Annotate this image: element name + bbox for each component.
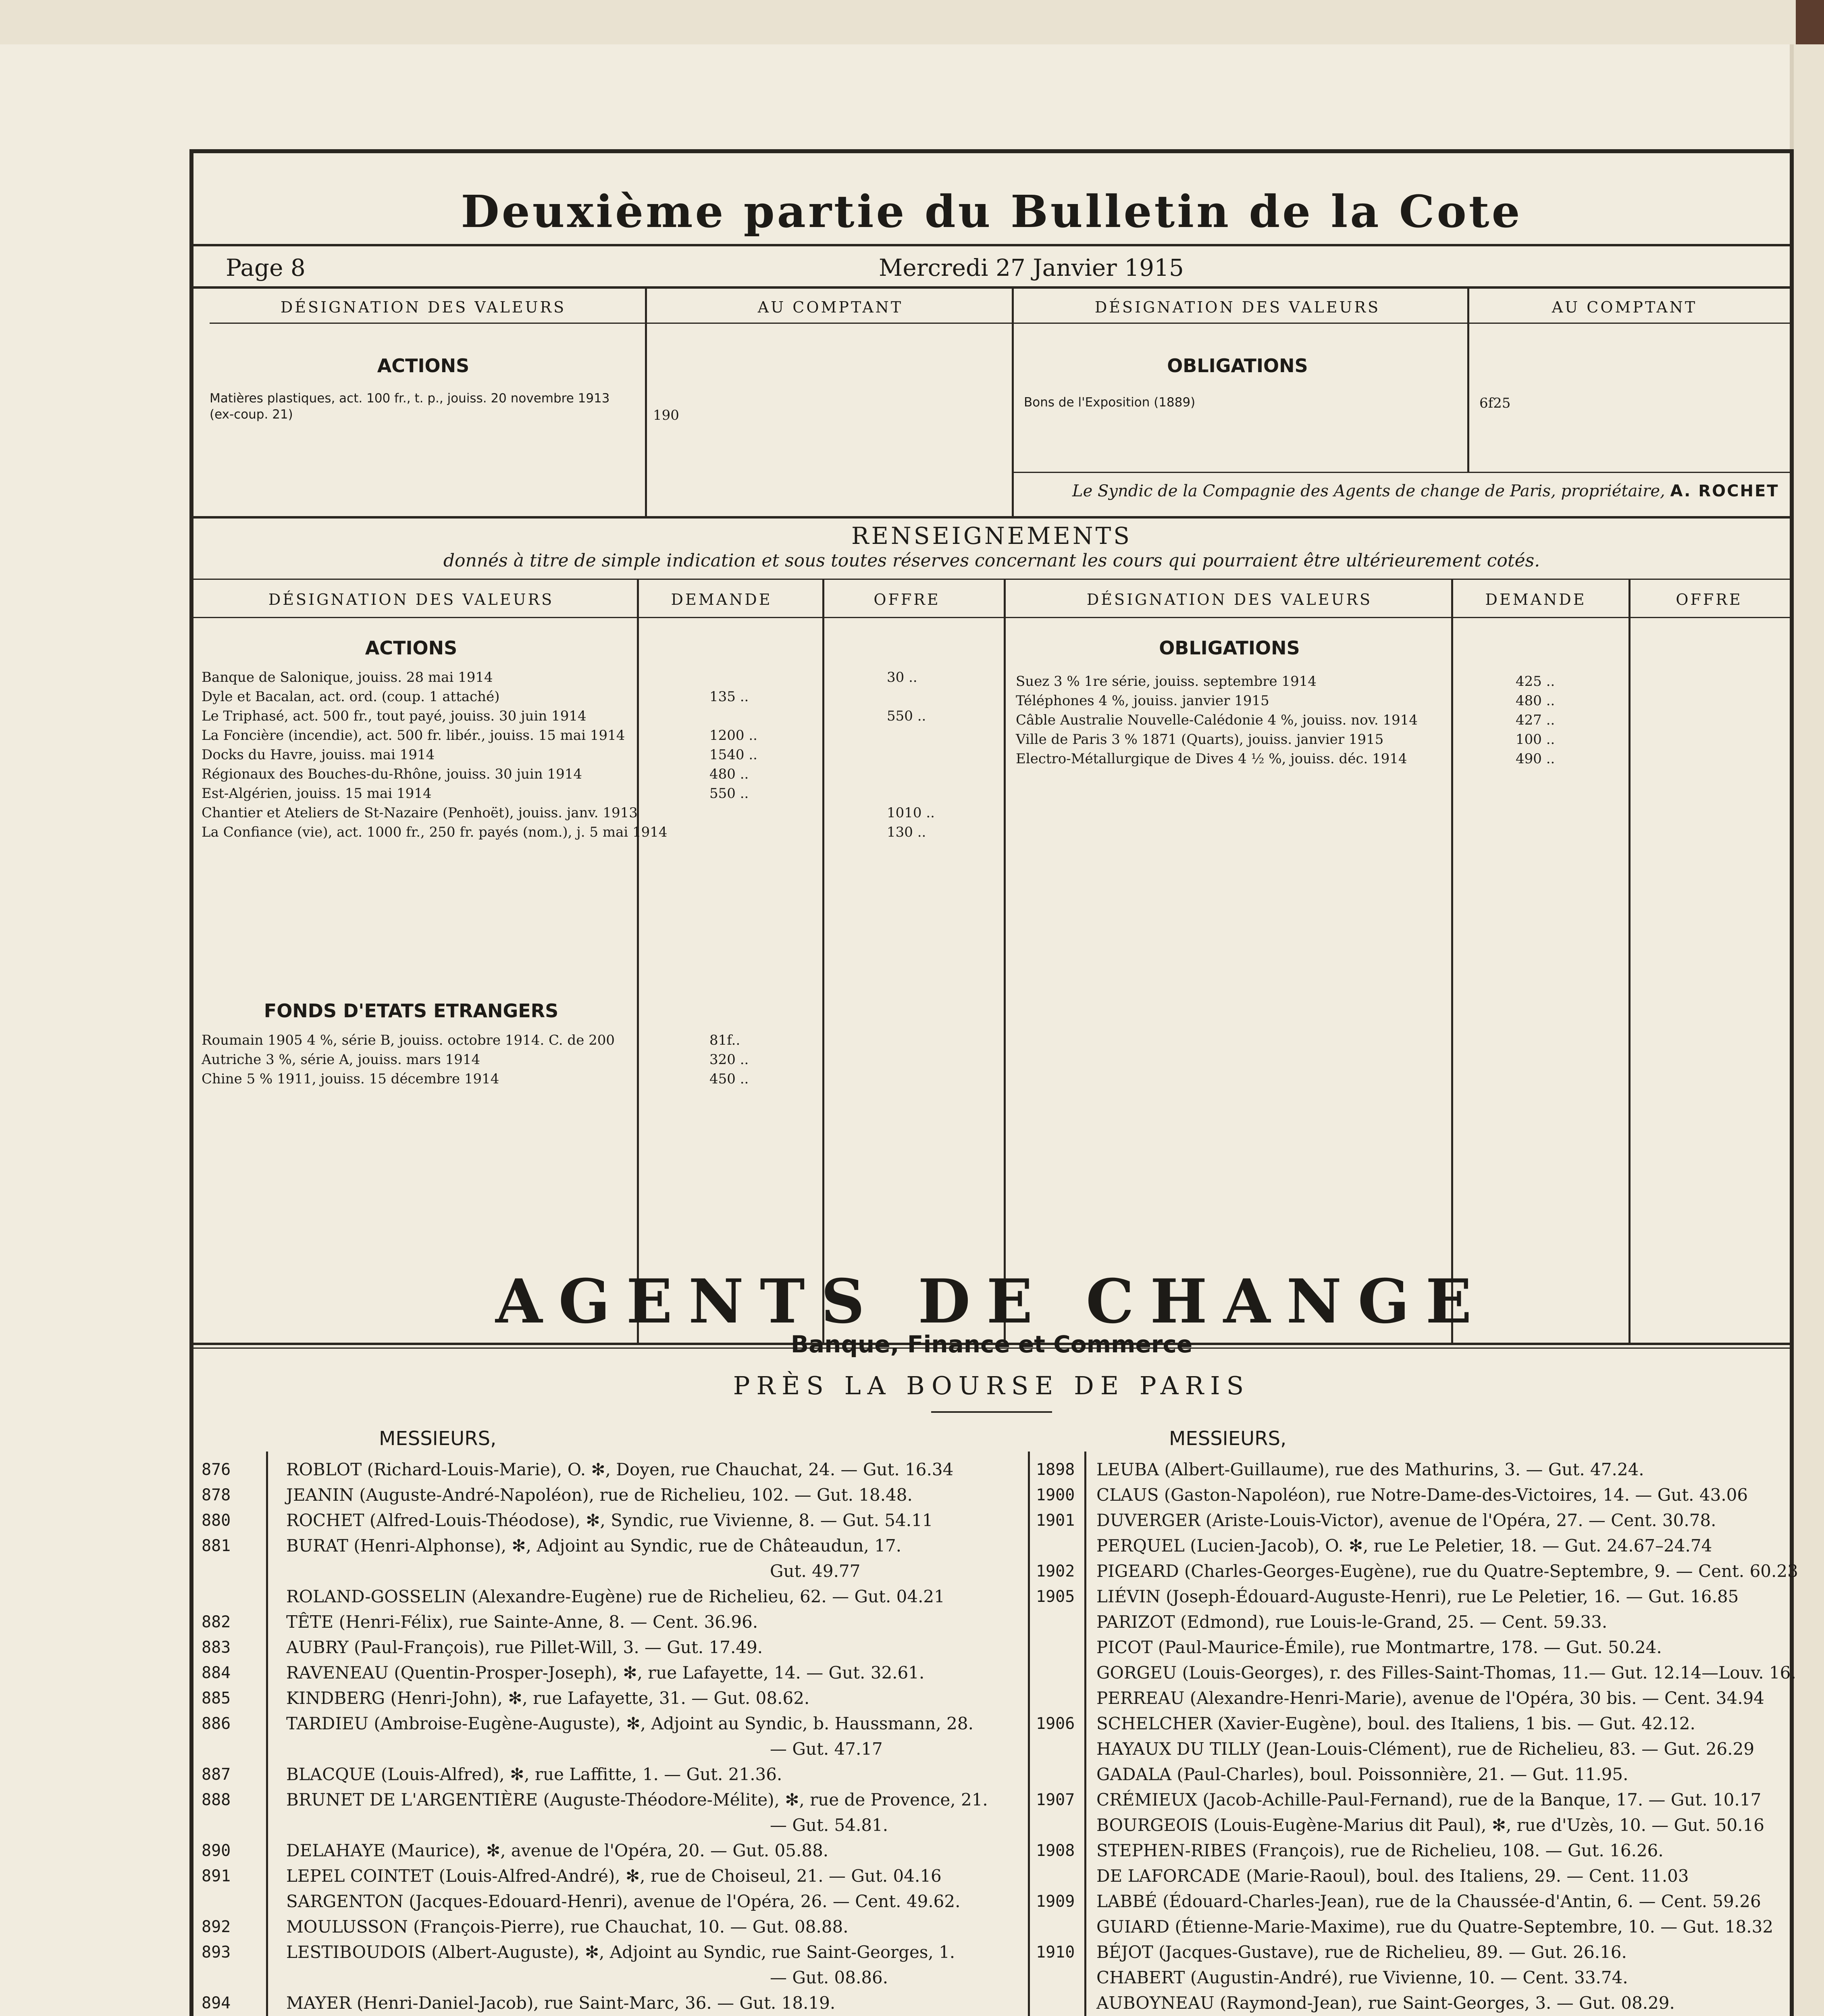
- value-name: Ville de Paris 3 % 1871 (Quarts), jouiss. janvier 1915: [1016, 731, 1384, 748]
- agents-title: AGENTS DE CHANGE: [495, 1266, 1488, 1337]
- syndic-signature: [1072, 482, 1779, 500]
- section-obligations: OBLIGATIONS: [1167, 355, 1308, 377]
- section-fonds-etrangers: FONDS D'ETATS ETRANGERS: [264, 1000, 559, 1022]
- agent-number: 890: [202, 1841, 231, 1860]
- agent-entry: LEUBA (Albert-Guillaume), rue des Mathurins, 3. — Gut. 47.24.: [1096, 1460, 1644, 1479]
- value-name: La Confiance (vie), act. 1000 fr., 250 fr. payés (nom.), j. 5 mai 1914: [202, 824, 668, 840]
- syndic-name: A. ROCHET: [1670, 482, 1779, 500]
- value-name: Chine 5 % 1911, jouiss. 15 décembre 1914: [202, 1071, 499, 1087]
- offre-value: 1010 ..: [887, 805, 935, 821]
- divider: [1012, 472, 1790, 473]
- value-name: Matières plastiques, act. 100 fr., t. p., jouiss. 20 novembre 1913: [210, 391, 610, 406]
- col-header-designation-right: DÉSIGNATION DES VALEURS: [1094, 298, 1381, 316]
- agent-entry: PERQUEL (Lucien-Jacob), O. ✻, rue Le Peletier, 18. — Gut. 24.67–24.74: [1096, 1536, 1712, 1556]
- agent-number: 880: [202, 1511, 231, 1530]
- agent-entry: PARIZOT (Edmond), rue Louis-le-Grand, 25. — Cent. 59.33.: [1096, 1612, 1608, 1632]
- value-name: Docks du Havre, jouiss. mai 1914: [202, 747, 435, 763]
- agent-entry: ROCHET (Alfred-Louis-Théodose), ✻, Syndic, rue Vivienne, 8. — Gut. 54.11: [286, 1510, 933, 1530]
- divider: [193, 579, 1790, 580]
- divider: [193, 244, 1790, 246]
- agent-number: 1901: [1036, 1511, 1075, 1530]
- agent-number: 881: [202, 1537, 231, 1555]
- demande-value: 320 ..: [709, 1052, 749, 1068]
- divider: [210, 323, 1790, 324]
- renseignements-subtitle: donnés à titre de simple indication et sous toutes réserves concernant les cours qui pourraient être ultérieurement cotés.: [443, 550, 1540, 571]
- divider: [193, 617, 1790, 618]
- agent-entry: GUIARD (Étienne-Marie-Maxime), rue du Quatre-Septembre, 10. — Gut. 18.32: [1096, 1917, 1774, 1937]
- agent-entry: SCHELCHER (Xavier-Eugène), boul. des Italiens, 1 bis. — Gut. 42.12.: [1096, 1714, 1695, 1733]
- agent-entry: GADALA (Paul-Charles), boul. Poissonnière, 21. — Gut. 11.95.: [1096, 1764, 1628, 1784]
- offre-value: 550 ..: [887, 708, 926, 724]
- section-actions: ACTIONS: [365, 637, 458, 659]
- col-header-demande-right: DEMANDE: [1485, 591, 1587, 608]
- agent-entry: HAYAUX DU TILLY (Jean-Louis-Clément), rue de Richelieu, 83. — Gut. 26.29: [1096, 1739, 1755, 1759]
- col-rule: [1467, 286, 1469, 472]
- book-binding-edge: [1796, 0, 1824, 44]
- bulletin-frame: [189, 149, 1798, 2016]
- col-header-comptant-right: AU COMPTANT: [1552, 298, 1697, 316]
- value-name: Le Triphasé, act. 500 fr., tout payé, jouiss. 30 juin 1914: [202, 708, 587, 724]
- agent-entry: CHABERT (Augustin-André), rue Vivienne, 10. — Cent. 33.74.: [1096, 1968, 1628, 1987]
- demande-value: 427 ..: [1516, 712, 1555, 728]
- value-name: Banque de Salonique, jouiss. 28 mai 1914: [202, 669, 493, 685]
- agent-entry: DE LAFORCADE (Marie-Raoul), boul. des Italiens, 29. — Cent. 11.03: [1096, 1866, 1689, 1886]
- agent-entry: TARDIEU (Ambroise-Eugène-Auguste), ✻, Adjoint au Syndic, b. Haussmann, 28.: [286, 1714, 973, 1733]
- agent-entry: KINDBERG (Henri-John), ✻, rue Lafayette, 31. — Gut. 08.62.: [286, 1688, 810, 1708]
- agent-number: 892: [202, 1918, 231, 1936]
- value-name: Câble Australie Nouvelle-Calédonie 4 %, jouiss. nov. 1914: [1016, 712, 1418, 728]
- value-price: 190: [653, 407, 679, 423]
- agent-number: 876: [202, 1460, 231, 1479]
- page-number: Page 8: [226, 254, 306, 281]
- agent-entry: LEPEL COINTET (Louis-Alfred-André), ✻, rue de Choiseul, 21. — Gut. 04.16: [286, 1866, 942, 1886]
- page-title: Deuxième partie du Bulletin de la Cote: [461, 185, 1522, 237]
- agent-entry: — Gut. 47.17: [770, 1739, 883, 1759]
- demande-value: 480 ..: [1516, 693, 1555, 709]
- agent-entry: LESTIBOUDOIS (Albert-Auguste), ✻, Adjoint au Syndic, rue Saint-Georges, 1.: [286, 1942, 955, 1962]
- demande-value: 1540 ..: [709, 747, 757, 763]
- agent-number: 1907: [1036, 1791, 1075, 1809]
- agent-entry: PIGEARD (Charles-Georges-Eugène), rue du Quatre-Septembre, 9. — Cent. 60.23: [1096, 1561, 1798, 1581]
- demande-value: 450 ..: [709, 1071, 749, 1087]
- agent-entry: — Gut. 54.81.: [770, 1815, 888, 1835]
- col-header-offre: OFFRE: [874, 591, 940, 608]
- agent-entry: BRUNET DE L'ARGENTIÈRE (Auguste-Théodore-Mélite), ✻, rue de Provence, 21.: [286, 1790, 988, 1810]
- agent-entry: TÊTE (Henri-Félix), rue Sainte-Anne, 8. — Cent. 36.96.: [286, 1612, 758, 1632]
- document-page: [0, 44, 1798, 2016]
- col-rule: [1004, 579, 1006, 1345]
- col-rule: [822, 579, 824, 1345]
- value-name: Chantier et Ateliers de St-Nazaire (Penhoët), jouiss. janv. 1913: [202, 805, 638, 821]
- value-name: La Foncière (incendie), act. 500 fr. libér., jouiss. 15 mai 1914: [202, 727, 625, 744]
- col-header-demande: DEMANDE: [671, 591, 772, 608]
- value-name: Bons de l'Exposition (1889): [1024, 395, 1196, 410]
- agent-entry: AUBOYNEAU (Raymond-Jean), rue Saint-Georges, 3. — Gut. 08.29.: [1096, 1993, 1675, 2013]
- agent-number: 1910: [1036, 1943, 1075, 1962]
- ornament-rule: [931, 1411, 1052, 1413]
- demande-value: 490 ..: [1516, 751, 1555, 767]
- page-date: Mercredi 27 Janvier 1915: [879, 254, 1184, 281]
- offre-value: 30 ..: [887, 669, 917, 685]
- col-rule: [1451, 579, 1453, 1345]
- offre-value: 130 ..: [887, 824, 926, 840]
- value-name: Régionaux des Bouches-du-Rhône, jouiss. 30 juin 1914: [202, 766, 582, 782]
- demande-value: 81f..: [709, 1032, 740, 1048]
- agent-number: 884: [202, 1664, 231, 1682]
- agent-entry: CRÉMIEUX (Jacob-Achille-Paul-Fernand), rue de la Banque, 17. — Gut. 10.17: [1096, 1790, 1762, 1810]
- divider: [193, 286, 1790, 289]
- value-name: Est-Algérien, jouiss. 15 mai 1914: [202, 785, 432, 802]
- col-rule: [1012, 286, 1014, 516]
- col-header-designation-right: DÉSIGNATION DES VALEURS: [1086, 591, 1373, 608]
- agent-number: 1906: [1036, 1714, 1075, 1733]
- renseignements-title: RENSEIGNEMENTS: [851, 522, 1132, 550]
- section-obligations: OBLIGATIONS: [1159, 637, 1300, 659]
- agent-number: 887: [202, 1765, 231, 1784]
- agent-entry: ROLAND-GOSSELIN (Alexandre-Eugène) rue de Richelieu, 62. — Gut. 04.21: [286, 1587, 945, 1606]
- agents-subtitle-2: PRÈS LA BOURSE DE PARIS: [733, 1371, 1250, 1400]
- agent-entry: CLAUS (Gaston-Napoléon), rue Notre-Dame-des-Victoires, 14. — Gut. 43.06: [1096, 1485, 1748, 1505]
- demande-value: 100 ..: [1516, 731, 1555, 748]
- agent-entry: AUBRY (Paul-François), rue Pillet-Will, 3. — Gut. 17.49.: [286, 1637, 763, 1657]
- agent-entry: RAVENEAU (Quentin-Prosper-Joseph), ✻, rue Lafayette, 14. — Gut. 32.61.: [286, 1663, 925, 1683]
- agents-subtitle: Banque, Finance et Commerce: [790, 1331, 1193, 1358]
- agent-number: 1909: [1036, 1892, 1075, 1911]
- demande-value: 1200 ..: [709, 727, 757, 744]
- value-name: Téléphones 4 %, jouiss. janvier 1915: [1016, 693, 1269, 709]
- agent-number: 894: [202, 1994, 231, 2012]
- agent-entry: BOURGEOIS (Louis-Eugène-Marius dit Paul), ✻, rue d'Uzès, 10. — Gut. 50.16: [1096, 1815, 1765, 1835]
- agent-entry: DUVERGER (Ariste-Louis-Victor), avenue de l'Opéra, 27. — Cent. 30.78.: [1096, 1510, 1716, 1530]
- agent-entry: LABBÉ (Édouard-Charles-Jean), rue de la Chaussée-d'Antin, 6. — Cent. 59.26: [1096, 1891, 1761, 1911]
- agent-entry: PERREAU (Alexandre-Henri-Marie), avenue de l'Opéra, 30 bis. — Cent. 34.94: [1096, 1688, 1764, 1708]
- agent-number: 891: [202, 1867, 231, 1885]
- agent-number: 1905: [1036, 1587, 1075, 1606]
- col-rule: [637, 579, 639, 1345]
- agent-entry: SARGENTON (Jacques-Edouard-Henri), avenue de l'Opéra, 26. — Cent. 49.62.: [286, 1891, 961, 1911]
- col-header-comptant: AU COMPTANT: [757, 298, 903, 316]
- agent-entry: — Gut. 08.86.: [770, 1968, 888, 1987]
- agent-number: 883: [202, 1638, 231, 1657]
- col-rule: [1084, 1452, 1086, 2016]
- agent-entry: Gut. 49.77: [770, 1561, 861, 1581]
- demande-value: 425 ..: [1516, 673, 1555, 689]
- demande-value: 135 ..: [709, 689, 749, 705]
- agent-entry: STEPHEN-RIBES (François), rue de Richelieu, 108. — Gut. 16.26.: [1096, 1841, 1664, 1860]
- value-name: Electro-Métallurgique de Dives 4 ½ %, jouiss. déc. 1914: [1016, 751, 1407, 767]
- agent-entry: BURAT (Henri-Alphonse), ✻, Adjoint au Syndic, rue de Châteaudun, 17.: [286, 1536, 902, 1556]
- demande-value: 480 ..: [709, 766, 749, 782]
- agent-entry: JEANIN (Auguste-André-Napoléon), rue de Richelieu, 102. — Gut. 18.48.: [286, 1485, 913, 1505]
- agent-number: 1908: [1036, 1841, 1075, 1860]
- divider: [193, 516, 1790, 519]
- value-name: Autriche 3 %, série A, jouiss. mars 1914: [202, 1052, 480, 1068]
- col-header-offre-right: OFFRE: [1676, 591, 1743, 608]
- col-rule: [645, 286, 647, 516]
- agent-number: 888: [202, 1791, 231, 1809]
- messieurs-right: MESSIEURS,: [1169, 1427, 1287, 1450]
- messieurs-left: MESSIEURS,: [379, 1427, 497, 1450]
- value-name: Suez 3 % 1re série, jouiss. septembre 1914: [1016, 673, 1317, 689]
- agent-entry: GORGEU (Louis-Georges), r. des Filles-Saint-Thomas, 11.— Gut. 12.14—Louv. 16.: [1096, 1663, 1796, 1683]
- col-rule: [1028, 1452, 1030, 2016]
- agent-number: 882: [202, 1613, 231, 1631]
- agent-number: 1898: [1036, 1460, 1075, 1479]
- syndic-text: Le Syndic de la Compagnie des Agents de change de Paris, propriétaire,: [1072, 482, 1665, 500]
- agent-number: 878: [202, 1486, 231, 1504]
- agent-entry: BÉJOT (Jacques-Gustave), rue de Richelieu, 89. — Gut. 26.16.: [1096, 1942, 1627, 1962]
- value-name-cont: (ex-coup. 21): [210, 407, 293, 422]
- agent-number: 1902: [1036, 1562, 1075, 1581]
- agent-entry: PICOT (Paul-Maurice-Émile), rue Montmartre, 178. — Gut. 50.24.: [1096, 1637, 1662, 1657]
- agent-entry: LIÉVIN (Joseph-Édouard-Auguste-Henri), rue Le Peletier, 16. — Gut. 16.85: [1096, 1587, 1739, 1606]
- agent-entry: DELAHAYE (Maurice), ✻, avenue de l'Opéra, 20. — Gut. 05.88.: [286, 1841, 829, 1860]
- col-rule: [1628, 579, 1631, 1345]
- agent-entry: MAYER (Henri-Daniel-Jacob), rue Saint-Marc, 36. — Gut. 18.19.: [286, 1993, 836, 2013]
- col-rule: [266, 1452, 268, 2016]
- agent-number: 893: [202, 1943, 231, 1962]
- agent-entry: ROBLOT (Richard-Louis-Marie), O. ✻, Doyen, rue Chauchat, 24. — Gut. 16.34: [286, 1460, 954, 1479]
- col-header-designation: DÉSIGNATION DES VALEURS: [280, 298, 566, 316]
- value-name: Dyle et Bacalan, act. ord. (coup. 1 attaché): [202, 689, 500, 705]
- section-actions: ACTIONS: [377, 355, 470, 377]
- agent-number: 885: [202, 1689, 231, 1708]
- col-header-designation: DÉSIGNATION DES VALEURS: [268, 591, 554, 608]
- agent-entry: MOULUSSON (François-Pierre), rue Chauchat, 10. — Gut. 08.88.: [286, 1917, 849, 1937]
- agent-number: 886: [202, 1714, 231, 1733]
- value-name: Roumain 1905 4 %, série B, jouiss. octobre 1914. C. de 200: [202, 1032, 615, 1048]
- agent-entry: BLACQUE (Louis-Alfred), ✻, rue Laffitte, 1. — Gut. 21.36.: [286, 1764, 782, 1784]
- value-price: 6f25: [1479, 395, 1511, 411]
- agent-number: 1900: [1036, 1486, 1075, 1504]
- demande-value: 550 ..: [709, 785, 749, 802]
